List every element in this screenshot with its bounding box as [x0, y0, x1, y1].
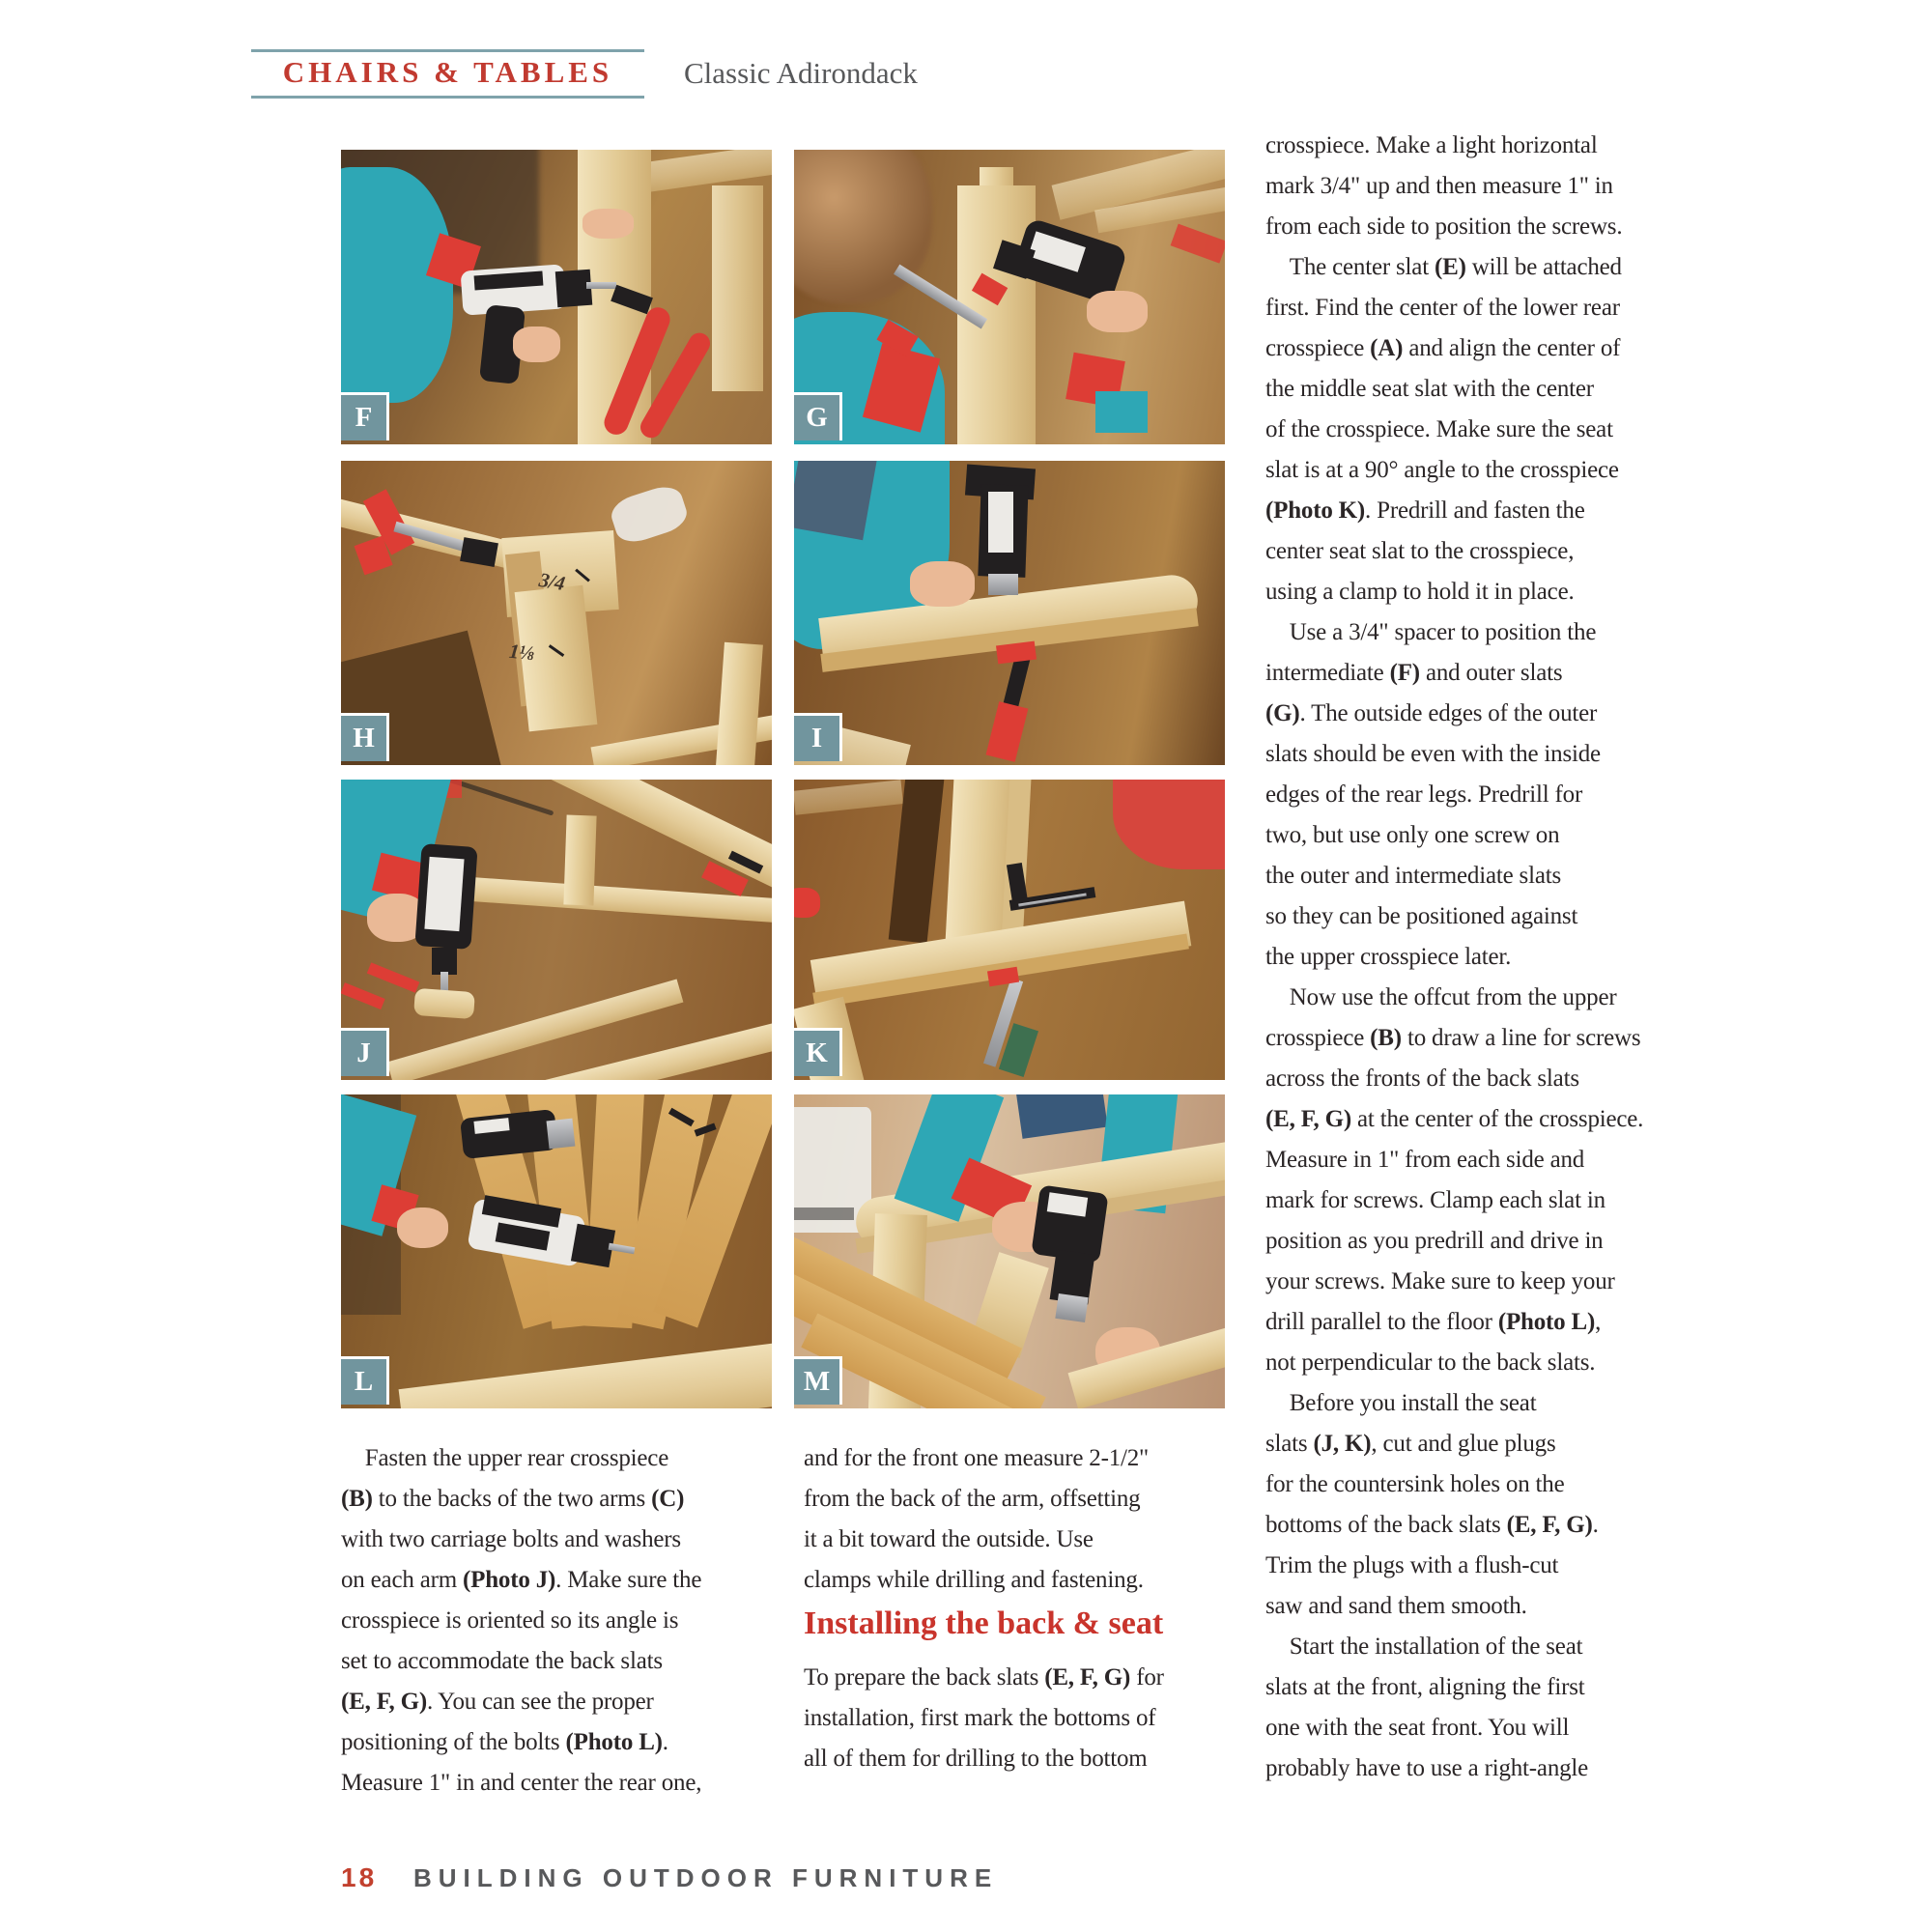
step-photo-i: [794, 461, 1225, 765]
hand: [513, 327, 560, 362]
text-line: slats at the front, aligning the first: [1265, 1674, 1585, 1700]
step-photo-f: [341, 150, 772, 444]
step-photo-m: [794, 1094, 1225, 1408]
text-line: Start the installation of the seat: [1265, 1634, 1583, 1660]
drill-bit: [586, 282, 616, 289]
text-line: so they can be positioned against: [1265, 903, 1578, 929]
photo-label-l: L: [341, 1356, 389, 1405]
hand: [910, 561, 975, 607]
header-rule-bottom: [251, 96, 644, 99]
text-line: it a bit toward the outside. Use: [804, 1526, 1094, 1552]
text-line: edges of the rear legs. Predrill for: [1265, 781, 1583, 808]
hand: [1087, 291, 1147, 332]
section-title: CHAIRS & TABLES: [282, 55, 613, 89]
step-photo-g: [794, 150, 1225, 444]
header-rule-top: [251, 49, 644, 52]
text-line: set to accommodate the back slats: [341, 1648, 663, 1674]
clamp-jaw: [996, 641, 1037, 665]
text-line: slats (J, K), cut and glue plugs: [1265, 1431, 1556, 1457]
text-line: crosspiece. Make a light horizontal: [1265, 132, 1598, 158]
text-line: (E, F, G) at the center of the crosspiece.: [1265, 1106, 1644, 1132]
text-line: from the back of the arm, offsetting: [804, 1486, 1141, 1512]
step-photo-l: [341, 1094, 772, 1408]
red-fabric: [1113, 780, 1225, 869]
text-line: across the fronts of the back slats: [1265, 1065, 1579, 1092]
clamp-handle: [1171, 224, 1225, 264]
photo-label-m: M: [794, 1356, 842, 1405]
text-line: (E, F, G). You can see the proper: [341, 1689, 654, 1715]
drill-panel: [988, 492, 1014, 553]
text-line: mark 3/4" up and then measure 1" in: [1265, 173, 1613, 199]
text-line: crosspiece (A) and align the center of: [1265, 335, 1621, 361]
text-line: position as you predrill and drive in: [1265, 1228, 1604, 1254]
text-line: installation, first mark the bottoms of: [804, 1705, 1156, 1731]
text-line: Before you install the seat: [1265, 1390, 1537, 1416]
appliance-base: [794, 1208, 854, 1220]
text-line: intermediate (F) and outer slats: [1265, 660, 1563, 686]
bottom-left-text-column: [341, 1438, 771, 1804]
rear-leg-board: [712, 185, 764, 392]
drill-panel: [425, 857, 465, 931]
text-line: on each arm (Photo J). Make sure the: [341, 1567, 702, 1593]
text-line: and for the front one measure 2-1/2": [804, 1445, 1150, 1471]
text-line: the middle seat slat with the center: [1265, 376, 1594, 402]
step-photo-h: [341, 461, 772, 765]
text-line: slat is at a 90° angle to the crosspiece: [1265, 457, 1619, 483]
text-line: drill parallel to the floor (Photo L),: [1265, 1309, 1602, 1335]
photo-label-h: H: [341, 713, 389, 761]
text-line: Use a 3/4" spacer to position the: [1265, 619, 1597, 645]
text-line: the outer and intermediate slats: [1265, 863, 1561, 889]
step-photo-k: [794, 780, 1225, 1080]
clamp-handle: [366, 962, 418, 993]
bottom-middle-paragraph-1: [804, 1438, 1229, 1601]
text-line: Fasten the upper rear crosspiece: [341, 1445, 669, 1471]
drill-chuck: [547, 1119, 576, 1150]
clamp-jaw: [460, 537, 498, 567]
text-line: Measure 1" in and center the rear one,: [341, 1770, 702, 1796]
photo-label-f: F: [341, 392, 389, 440]
drill-chuck: [1055, 1293, 1089, 1322]
text-line: probably have to use a right-angle: [1265, 1755, 1589, 1781]
text-line: bottoms of the back slats (E, F, G).: [1265, 1512, 1599, 1538]
text-line: the upper crosspiece later.: [1265, 944, 1512, 970]
right-text-column: [1265, 126, 1654, 1789]
clamp-pad: [794, 888, 820, 918]
book-title: BUILDING OUTDOOR FURNITURE: [413, 1863, 999, 1892]
text-line: (G). The outside edges of the outer: [1265, 700, 1598, 726]
text-line: The center slat (E) will be attached: [1265, 254, 1622, 280]
hand: [582, 209, 635, 239]
photo-label-i: I: [794, 713, 842, 761]
section-heading: Installing the back & seat: [804, 1605, 1164, 1641]
photo-label-k: K: [794, 1028, 842, 1076]
frame-leg: [716, 642, 764, 765]
arm-board: [399, 1341, 772, 1408]
worker-shirt: [341, 167, 453, 403]
chapter-subtitle: Classic Adirondack: [684, 56, 918, 90]
text-line: center seat slat to the crosspiece,: [1265, 538, 1575, 564]
text-line: using a clamp to hold it in place.: [1265, 579, 1575, 605]
clamp-handle: [341, 982, 384, 1009]
text-line: mark for screws. Clamp each slat in: [1265, 1187, 1605, 1213]
text-line: saw and sand them smooth.: [1265, 1593, 1527, 1619]
photo-label-g: G: [794, 392, 842, 440]
text-line: (Photo K). Predrill and fasten the: [1265, 497, 1585, 524]
bottom-middle-paragraph-2: [804, 1658, 1229, 1779]
text-line: from each side to position the screws.: [1265, 213, 1623, 240]
drill-chuck: [432, 948, 458, 975]
photo-label-j: J: [341, 1028, 389, 1076]
text-line: your screws. Make sure to keep your: [1265, 1268, 1615, 1294]
clamp-handle: [986, 701, 1029, 762]
jeans: [1014, 1094, 1107, 1138]
text-line: first. Find the center of the lower rear: [1265, 295, 1620, 321]
worker-sleeve: [1095, 391, 1148, 433]
hand: [397, 1208, 449, 1248]
step-photo-j: [341, 780, 772, 1080]
text-line: for the countersink holes on the: [1265, 1471, 1565, 1497]
text-line: with two carriage bolts and washers: [341, 1526, 681, 1552]
text-line: crosspiece is oriented so its angle is: [341, 1607, 679, 1634]
text-line: Trim the plugs with a flush-cut: [1265, 1552, 1559, 1578]
support-post: [563, 815, 596, 906]
text-line: one with the seat front. You will: [1265, 1715, 1570, 1741]
text-line: slats should be even with the inside: [1265, 741, 1601, 767]
text-line: two, but use only one screw on: [1265, 822, 1560, 848]
text-line: To prepare the back slats (E, F, G) for: [804, 1664, 1164, 1690]
text-line: clamps while drilling and fastening.: [804, 1567, 1144, 1593]
text-line: crosspiece (B) to draw a line for screws: [1265, 1025, 1641, 1051]
shop-rag: [608, 481, 692, 547]
bolt-block: [413, 988, 475, 1019]
pencil-mark: 3/4: [537, 568, 567, 596]
text-line: positioning of the bolts (Photo L).: [341, 1729, 668, 1755]
text-line: of the crosspiece. Make sure the seat: [1265, 416, 1613, 442]
drill-chuck: [988, 574, 1018, 595]
text-line: all of them for drilling to the bottom: [804, 1746, 1148, 1772]
text-line: Measure in 1" from each side and: [1265, 1147, 1585, 1173]
text-line: not perpendicular to the back slats.: [1265, 1350, 1596, 1376]
bench-lumber: [794, 780, 902, 814]
text-line: Now use the offcut from the upper: [1265, 984, 1617, 1010]
pencil-mark: 1⅛: [507, 639, 536, 666]
text-line: (B) to the backs of the two arms (C): [341, 1486, 685, 1512]
page-number: 18: [341, 1862, 378, 1892]
